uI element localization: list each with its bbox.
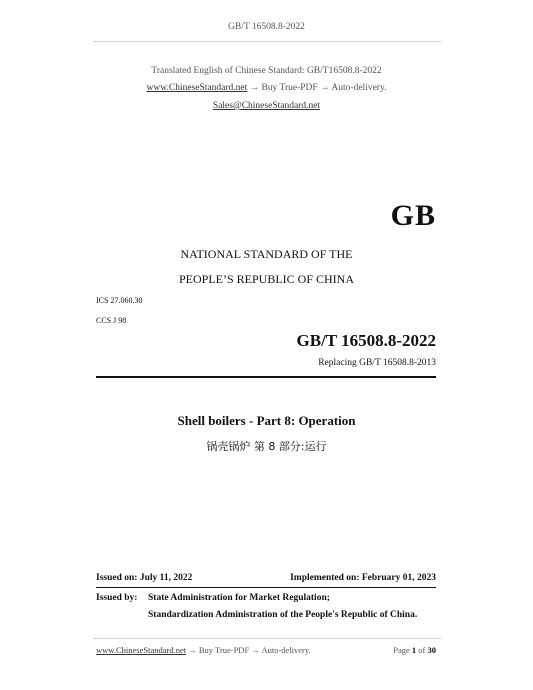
footer-site-link[interactable]: www.ChineseStandard.net	[96, 645, 187, 655]
replacing-note: Replacing GB/T 16508.8-2013	[318, 358, 436, 368]
page-of: of	[418, 645, 426, 655]
translation-line: Translated English of Chinese Standard: GB/T16508.8-2022	[151, 66, 382, 76]
banner-links	[0, 83, 533, 93]
page-current: 1	[411, 645, 417, 655]
email-link[interactable]: Sales@ChineseStandard.net	[212, 101, 321, 111]
header-divider	[93, 41, 441, 42]
header-title: GB/T 16508.8-2022	[228, 22, 305, 32]
page-indicator	[300, 645, 436, 655]
dates-rule	[96, 587, 436, 588]
page-total: 30	[427, 645, 436, 655]
issued-on: Issued on: July 11, 2022	[96, 573, 193, 583]
footer-buy-text: → Buy True-PDF → Auto-delivery.	[188, 645, 311, 655]
standard-number: GB/T 16508.8-2022	[296, 331, 436, 350]
national-line-2: PEOPLE’S REPUBLIC OF CHINA	[178, 272, 355, 286]
footer-divider	[93, 638, 441, 639]
site-link[interactable]: www.ChineseStandard.net	[146, 83, 248, 93]
footer-links	[96, 645, 311, 655]
issued-by-line-2: Standardization Administration of the People's Republic of China.	[148, 610, 418, 620]
issued-by-label: Issued by:	[96, 593, 138, 603]
title-rule	[96, 376, 436, 378]
ics-code: ICS 27.060.30	[96, 296, 143, 305]
ccs-code: CCS J 98	[96, 316, 127, 325]
implemented-on: Implemented on: February 01, 2023	[290, 573, 436, 583]
buy-text: → Buy True-PDF → Auto-delivery.	[249, 83, 387, 93]
gb-mark: GB	[390, 199, 436, 232]
title-english: Shell boilers - Part 8: Operation	[177, 413, 356, 428]
national-line-1: NATIONAL STANDARD OF THE	[180, 247, 353, 261]
page-label: Page	[393, 645, 410, 655]
email-row	[0, 101, 533, 111]
title-chinese: 锅壳锅炉 第 8 部分:运行	[206, 440, 327, 453]
issued-by-line-1: State Administration for Market Regulation;	[148, 593, 330, 603]
